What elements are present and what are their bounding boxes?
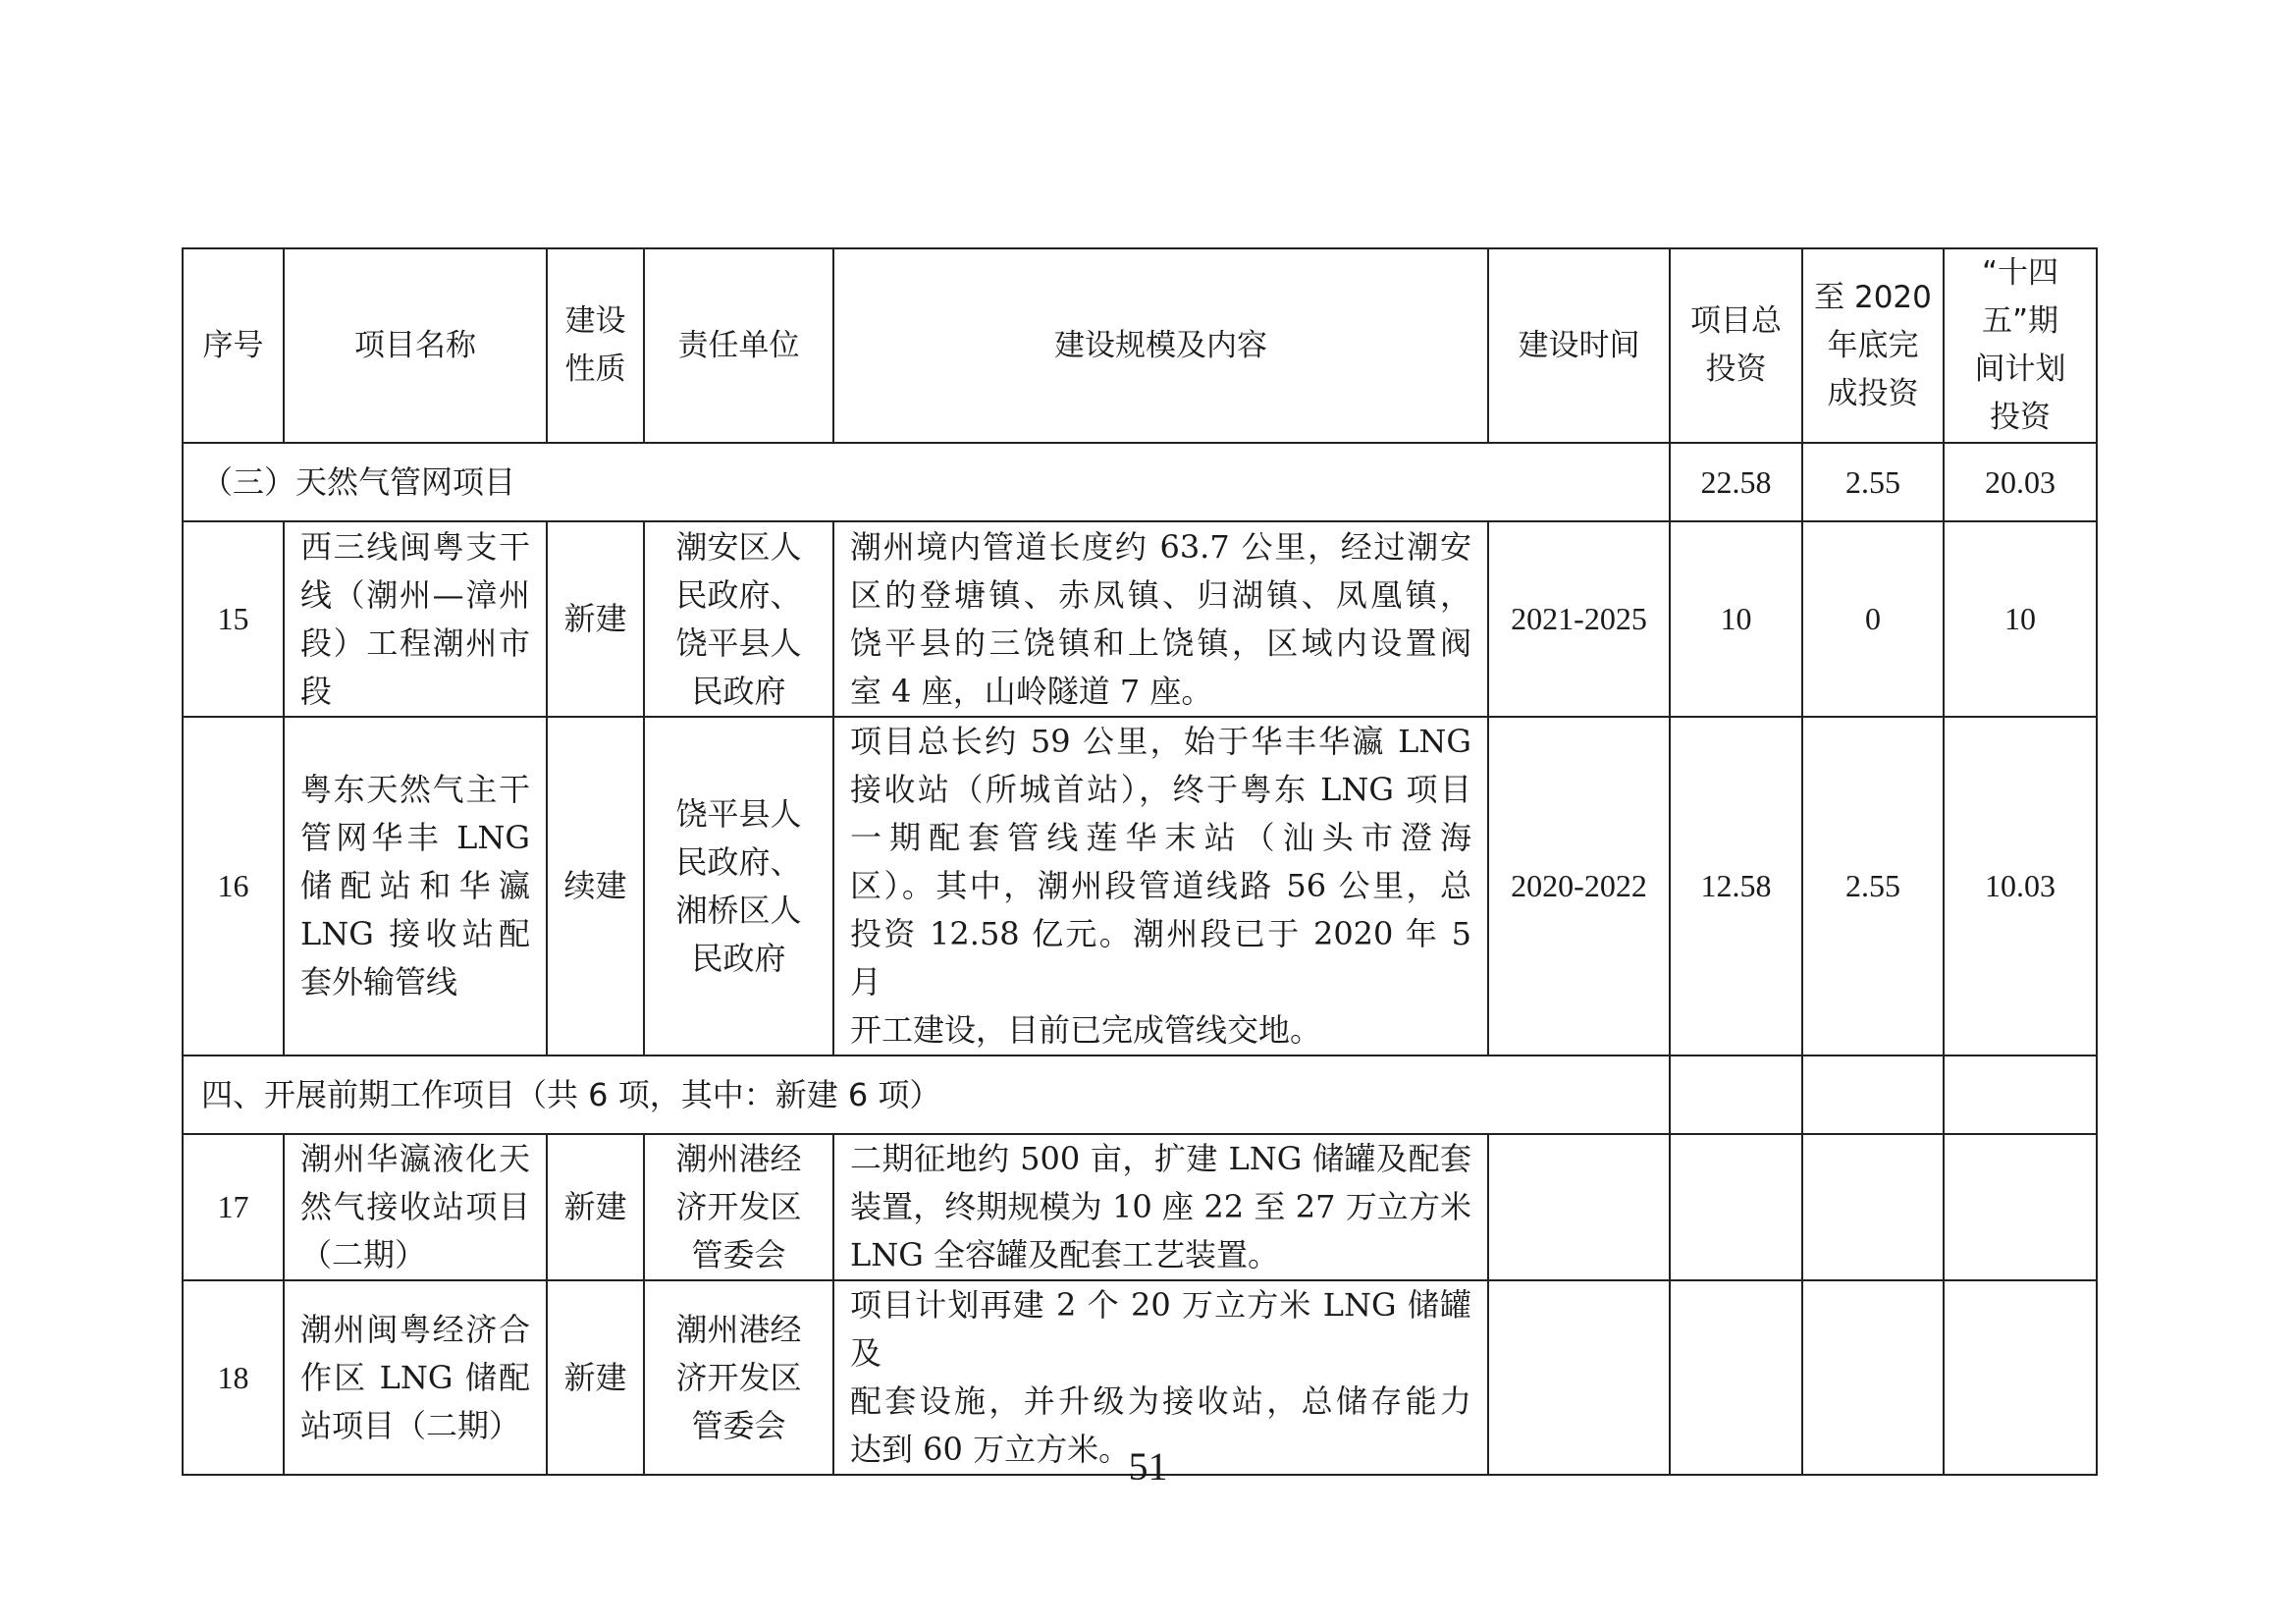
header-plan145-line: “十四 [1981,255,2059,291]
project-name-cell [284,1134,547,1280]
header-plan145-line: 投资 [1990,400,2051,435]
cell-line: 潮州港经 [675,1140,802,1177]
cell-line: 潮州境内管道长度约 63.7 公里，经过潮安 [850,527,1471,566]
header-done2020 [1802,248,1944,443]
cell-line: 配套设施，并升级为接收站，总储存能力 [850,1382,1471,1420]
section-row [183,1056,2097,1134]
cell-line: 装置，终期规模为 10 座 22 至 27 万立方米 [850,1188,1471,1225]
cell-line: 湘桥区人 [675,891,802,929]
seq-cell: 18 [183,1280,284,1475]
section-row [183,443,2097,521]
cell-line: 潮州港经 [675,1310,802,1348]
cell-line: 西三线闽粤支干 [300,527,530,566]
cell-line: 段）工程潮州市 [300,623,530,662]
project-name-cell [284,717,547,1056]
cell-line: 一期配套管线莲华末站（汕头市澄海 [850,819,1471,856]
done2020-cell: 2.55 [1802,717,1944,1056]
header-row [183,248,2097,443]
header-done2020-line: 至 2020 [1814,279,1932,315]
period-cell [1488,1134,1670,1280]
cell-line: LNG 全容罐及配套工艺装置。 [850,1236,1279,1273]
section-done2020: 2.55 [1802,443,1944,521]
cell-line: 段 [300,672,333,710]
content-cell [833,717,1488,1056]
cell-line: 潮州闽粤经济合 [300,1310,530,1348]
done2020-cell: 0 [1802,521,1944,717]
header-seq: 序号 [183,248,284,443]
cell-line: 饶平县的三饶镇和上饶镇，区域内设置阀 [850,623,1471,662]
page-number: 51 [1128,1444,1168,1489]
cell-line: 饶平县人 [675,623,802,662]
cell-line: 室 4 座，山岭隧道 7 座。 [850,672,1213,710]
cell-line: 民政府、 [675,842,802,881]
unit-cell [644,1134,833,1280]
content-cell [833,1134,1488,1280]
plan145-cell [1944,1134,2097,1280]
seq-cell: 15 [183,521,284,717]
done2020-cell [1802,1134,1944,1280]
header-unit: 责任单位 [644,248,833,443]
seq-cell: 17 [183,1134,284,1280]
header-plan145-line: 五”期 [1981,303,2059,339]
cell-line: 线（潮州—漳州 [300,575,530,614]
header-plan145 [1944,248,2097,443]
header-nature [547,248,644,443]
period-cell: 2020-2022 [1488,717,1670,1056]
header-period: 建设时间 [1488,248,1670,443]
table-row [183,1134,2097,1280]
cell-line: 作区 LNG 储配 [300,1358,530,1396]
cell-line: （二期） [300,1236,427,1273]
header-name: 项目名称 [284,248,547,443]
total-cell: 10 [1670,521,1802,717]
header-content: 建设规模及内容 [833,248,1488,443]
cell-line: 济开发区 [675,1188,802,1225]
section-plan145: 20.03 [1944,443,2097,521]
cell-line: 区的登塘镇、赤凤镇、归湖镇、凤凰镇， [850,575,1471,614]
header-total [1670,248,1802,443]
project-table [182,247,2098,1476]
section-plan145 [1944,1056,2097,1134]
period-cell: 2021-2025 [1488,521,1670,717]
cell-line: 潮州华瀛液化天 [300,1140,530,1177]
cell-line: 套外输管线 [300,963,458,1001]
cell-line: 粤东天然气主干 [300,771,530,808]
plan145-cell: 10.03 [1944,717,2097,1056]
cell-line: 民政府、 [675,575,802,614]
header-done2020-line: 年底完 [1827,327,1919,363]
unit-cell [644,521,833,717]
unit-cell [644,717,833,1056]
total-cell [1670,1134,1802,1280]
cell-line: LNG 接收站配 [300,915,530,952]
cell-line: 接收站（所城首站），终于粤东 LNG 项目 [850,771,1471,808]
header-plan145-line: 间计划 [1974,352,2066,387]
nature-cell: 新建 [547,521,644,717]
plan145-cell: 10 [1944,521,2097,717]
content-cell [833,521,1488,717]
cell-line: 民政府 [691,672,786,710]
seq-cell: 16 [183,717,284,1056]
header-done2020-line: 成投资 [1827,375,1919,411]
cell-line: 储配站和华瀛 [300,867,530,904]
section-title: （三）天然气管网项目 [183,443,1670,521]
cell-line: 投资 12.58 亿元。潮州段已于 2020 年 5 月 [850,915,1471,1001]
nature-cell: 新建 [547,1134,644,1280]
cell-line: 管委会 [691,1236,786,1273]
total-cell: 12.58 [1670,717,1802,1056]
cell-line: 二期征地约 500 亩，扩建 LNG 储罐及配套 [850,1140,1471,1177]
cell-line: 饶平县人 [675,794,802,833]
section-total [1670,1056,1802,1134]
cell-line: 开工建设，目前已完成管线交地。 [850,1011,1322,1049]
section-done2020 [1802,1056,1944,1134]
cell-line: 潮安区人 [675,527,802,566]
cell-line: 项目总长约 59 公里，始于华丰华瀛 LNG [850,723,1471,760]
project-name-cell [284,521,547,717]
table-row [183,717,2097,1056]
header-nature-line: 性质 [564,352,626,387]
cell-line: 民政府 [691,939,786,977]
cell-line: 管网华丰 LNG [300,819,530,856]
cell-line: 区）。其中，潮州段管道线路 56 公里，总 [850,867,1471,904]
cell-line: 济开发区 [675,1358,802,1396]
cell-line: 然气接收站项目 [300,1188,530,1225]
table-row [183,521,2097,717]
header-nature-line: 建设 [564,303,626,339]
header-total-line: 投资 [1705,352,1767,387]
cell-line: 达到 60 万立方米。 [850,1431,1131,1468]
cell-line: 项目计划再建 2 个 20 万立方米 LNG 储罐及 [850,1286,1471,1372]
cell-line: 站项目（二期） [300,1406,521,1444]
nature-cell: 续建 [547,717,644,1056]
section-total: 22.58 [1670,443,1802,521]
nature-cell: 新建 [547,1280,644,1475]
cell-line: 管委会 [691,1406,786,1444]
section-title: 四、开展前期工作项目（共 6 项，其中：新建 6 项） [183,1056,1670,1134]
header-total-line: 项目总 [1690,303,1782,339]
